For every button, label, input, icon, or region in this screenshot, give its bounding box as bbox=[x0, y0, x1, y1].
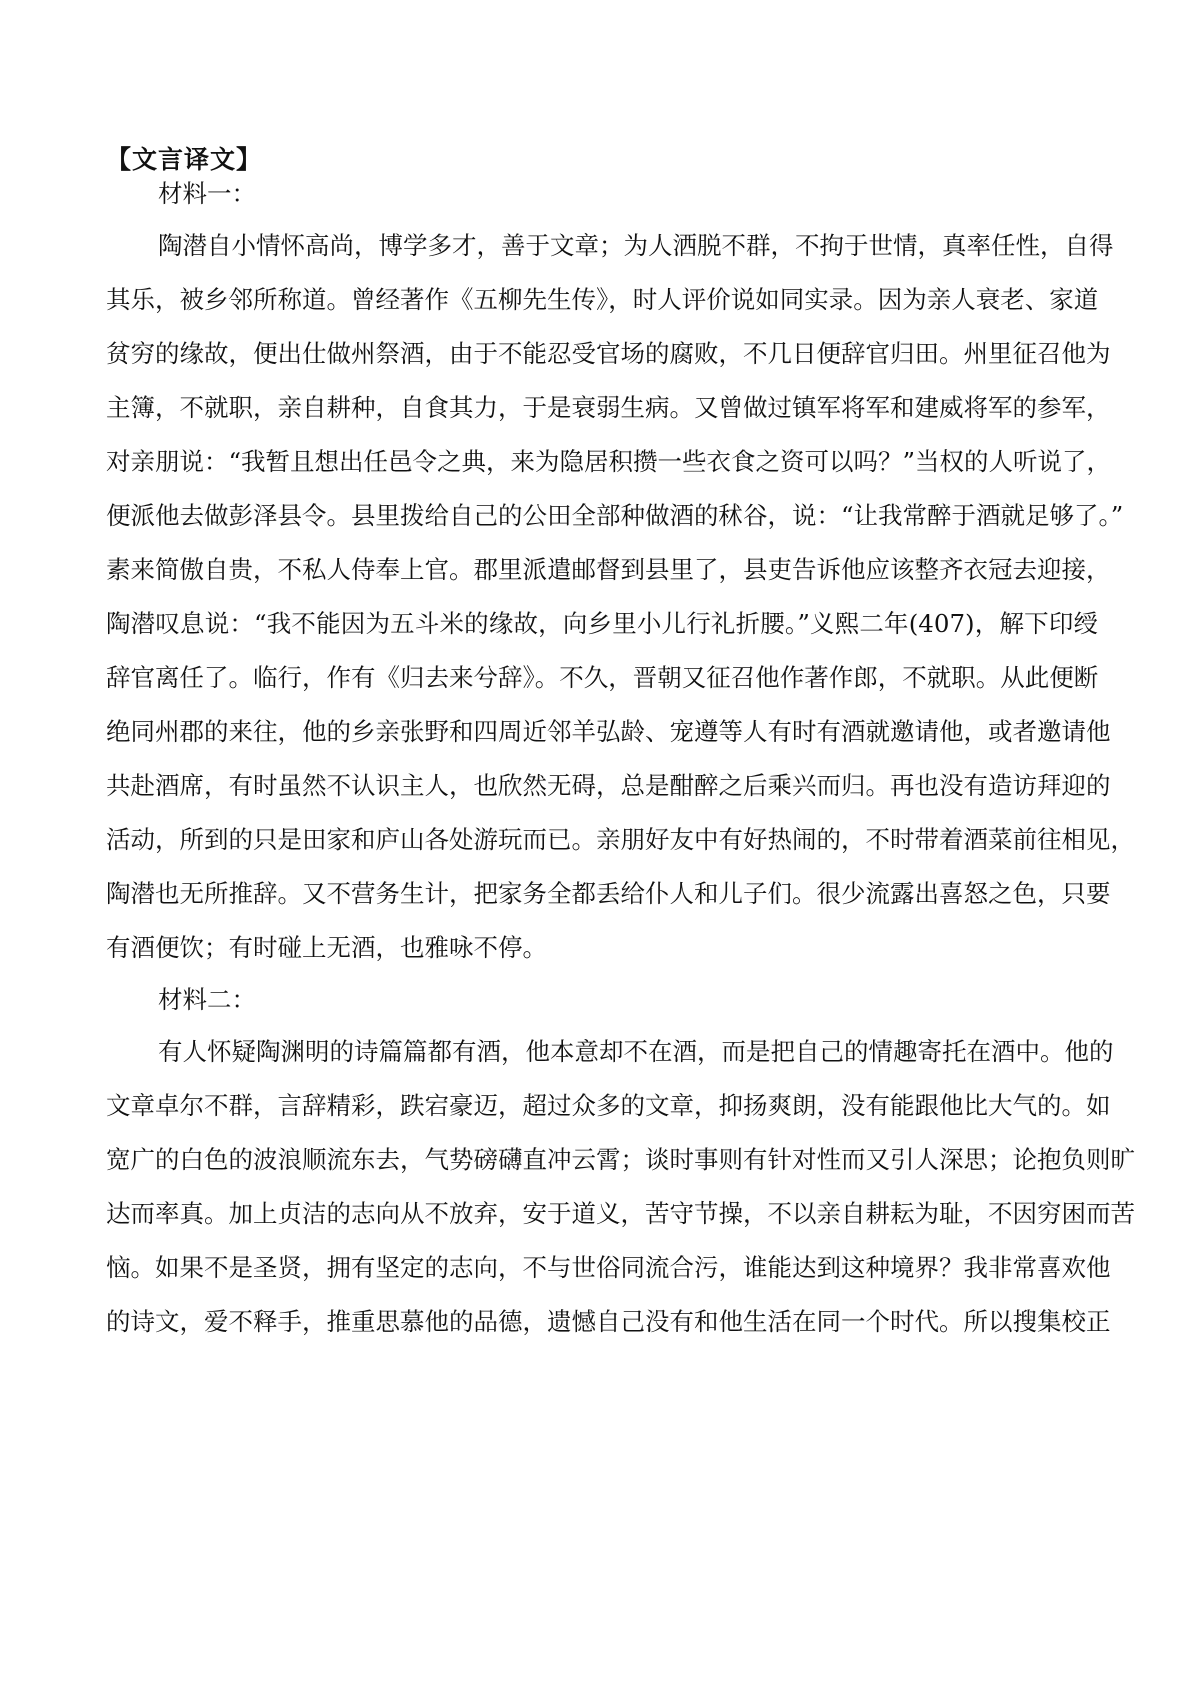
paragraph-line: 陶潜叹息说：“我不能因为五斗米的缘故，向乡里小儿行礼折腰。”义熙二年(407)，解下印绶 bbox=[106, 609, 1098, 638]
paragraph-line: 有酒便饮；有时碰上无酒，也雅咏不停。 bbox=[106, 933, 547, 962]
paragraph-line: 其乐，被乡邻所称道。曾经著作《五柳先生传》，时人评价说如同实录。因为亲人衰老、家道 bbox=[106, 285, 1099, 314]
material-2-label: 材料二： bbox=[158, 985, 256, 1014]
paragraph-line: 文章卓尔不群，言辞精彩，跌宕豪迈，超过众多的文章，抑扬爽朗，没有能跟他比大气的。如 bbox=[106, 1091, 1111, 1120]
paragraph-line: 陶潜也无所推辞。又不营务生计，把家务全都丢给仆人和儿子们。很少流露出喜怒之色，只要 bbox=[106, 879, 1111, 908]
paragraph-line: 宽广的白色的波浪顺流东去，气势磅礴直冲云霄；谈时事则有针对性而又引人深思；论抱负则旷 bbox=[106, 1145, 1135, 1174]
paragraph-line: 恼。如果不是圣贤，拥有坚定的志向，不与世俗同流合污，谁能达到这种境界？我非常喜欢他 bbox=[106, 1253, 1111, 1282]
paragraph-line: 对亲朋说：“我暂且想出任邑令之典，来为隐居积攒一些衣食之资可以吗？”当权的人听说了， bbox=[106, 447, 1112, 476]
paragraph-line: 便派他去做彭泽县令。县里拨给自己的公田全部种做酒的秫谷，说：“让我常醉于酒就足够了。” bbox=[106, 501, 1124, 530]
paragraph-line: 有人怀疑陶渊明的诗篇篇都有酒，他本意却不在酒，而是把自己的情趣寄托在酒中。他的 bbox=[158, 1037, 1114, 1066]
paragraph-line: 活动，所到的只是田家和庐山各处游玩而已。亲朋好友中有好热闹的，不时带着酒菜前往相见， bbox=[106, 825, 1135, 854]
paragraph-line: 陶潜自小情怀高尚，博学多才，善于文章；为人洒脱不群，不拘于世情，真率任性，自得 bbox=[158, 231, 1114, 260]
paragraph-line: 的诗文，爱不释手，推重思慕他的品德，遗憾自己没有和他生活在同一个时代。所以搜集校正 bbox=[106, 1307, 1111, 1336]
paragraph-line: 辞官离任了。临行，作有《归去来兮辞》。不久，晋朝又征召他作著作郎，不就职。从此便断 bbox=[106, 663, 1099, 692]
paragraph-line: 达而率真。加上贞洁的志向从不放弃，安于道义，苦守节操，不以亲自耕耘为耻，不因穷困而苦 bbox=[106, 1199, 1135, 1228]
paragraph-line: 素来简傲自贵，不私人侍奉上官。郡里派遣邮督到县里了，县吏告诉他应该整齐衣冠去迎接， bbox=[106, 555, 1111, 584]
paragraph-line: 绝同州郡的来往，他的乡亲张野和四周近邻羊弘龄、宠遵等人有时有酒就邀请他，或者邀请他 bbox=[106, 717, 1111, 746]
paragraph-line: 共赴酒席，有时虽然不认识主人，也欣然无碍，总是酣醉之后乘兴而归。再也没有造访拜迎的 bbox=[106, 771, 1111, 800]
paragraph-line: 贫穷的缘故，便出仕做州祭酒，由于不能忍受官场的腐败，不几日便辞官归田。州里征召他为 bbox=[106, 339, 1111, 368]
section-heading: 【文言译文】 bbox=[106, 145, 263, 174]
material-1-label: 材料一： bbox=[158, 179, 256, 208]
paragraph-line: 主簿，不就职，亲自耕种，自食其力，于是衰弱生病。又曾做过镇军将军和建威将军的参军， bbox=[106, 393, 1111, 422]
